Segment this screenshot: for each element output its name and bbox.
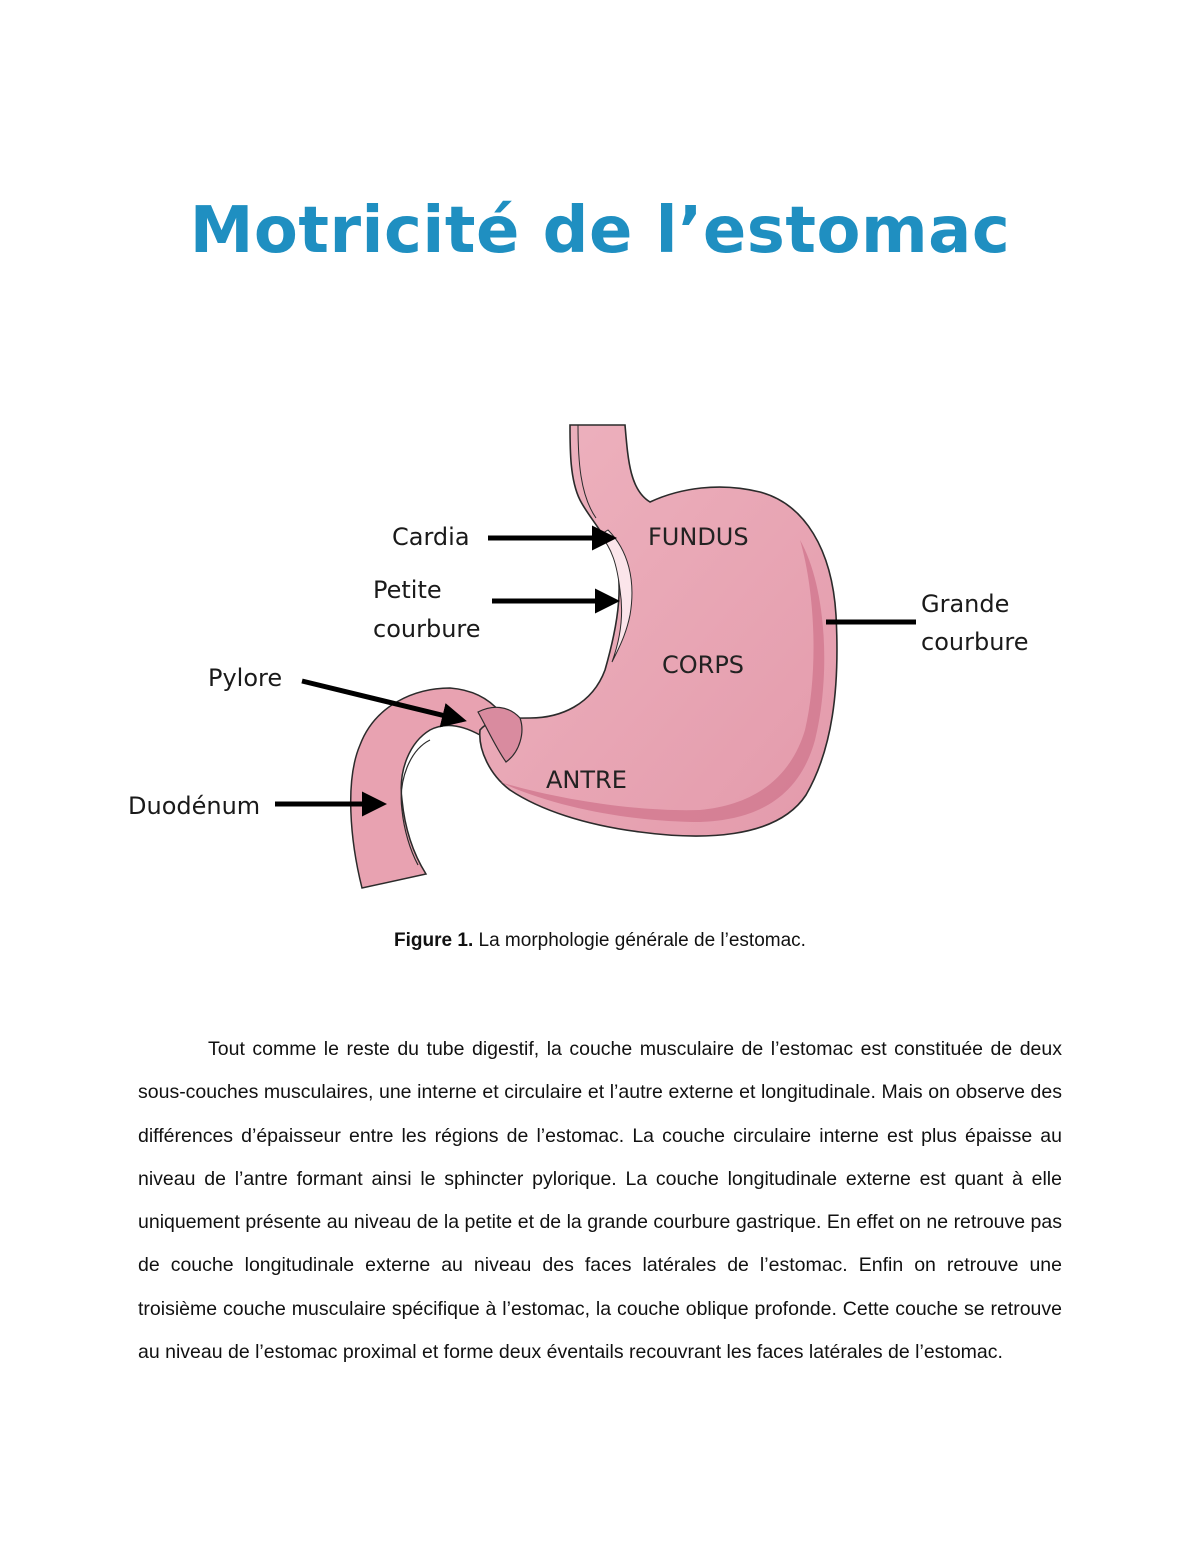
figure-caption-number: Figure 1. [394,930,474,951]
duodenum-shape [351,688,500,888]
label-grande-courbure-line2: courbure [921,628,1029,656]
label-duodenum: Duodénum [128,792,261,820]
label-pylore: Pylore [208,664,283,692]
label-grande-courbure-line1: Grande [921,590,1010,618]
region-label-antre: ANTRE [546,766,627,794]
stomach-figure [0,400,1200,920]
region-label-fundus: FUNDUS [648,523,749,551]
label-petite-courbure-line1: Petite [373,576,442,604]
label-petite-courbure-line2: courbure [373,615,481,643]
page-title: Motricité de l’estomac [189,194,1011,268]
figure-caption [0,926,1200,956]
stomach-diagram [0,400,1200,920]
region-label-corps: CORPS [662,651,745,679]
body-paragraph: Tout comme le reste du tube digestif, la couche musculaire de l’estomac est constituée de deux sous-couches musculaires, une interne et circulaire et l’autre externe et longitudinale. Mais on observe des différences d’épaisseur entre les régions de l’estomac. La couche circulaire interne est plus épaisse au niveau de l’antre formant ainsi le sphincter pylorique. La couche longitudinale externe est quant à elle uniquement présente au niveau de la petite et de la grande courbure gastrique. En effet on ne retrouve pas de couche longitudinale externe au niveau des faces latérales de l’estomac. Enfin on retrouve une troisième couche musculaire spécifique à l’estomac, la couche oblique profonde. Cette couche se retrouve au niveau de l’estomac proximal et forme deux éventails recouvrant les faces latérales de l’estomac. [138,1038,1062,1364]
label-cardia: Cardia [392,523,470,551]
figure-caption-text: La morphologie générale de l’estomac. [473,930,806,951]
